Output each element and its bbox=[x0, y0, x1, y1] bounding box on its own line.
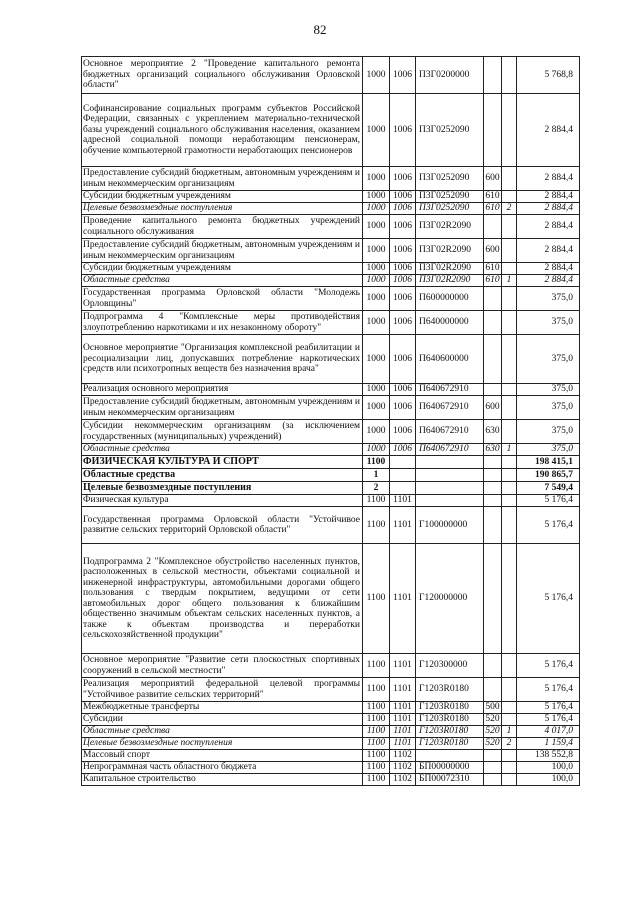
section-code-cell: 1000 bbox=[363, 420, 390, 444]
row-name-cell: Проведение капитального ремонта бюджетных учреждений социального обслуживания bbox=[82, 215, 363, 239]
page-number: 82 bbox=[313, 22, 327, 37]
expense-type-cell: 600 bbox=[484, 167, 502, 191]
row-name-cell: Областные средства bbox=[82, 726, 363, 738]
funding-source-cell bbox=[502, 239, 517, 263]
table-row bbox=[82, 384, 580, 396]
amount-cell: 2 884,4 bbox=[517, 275, 580, 287]
target-article-cell: БП00000000 bbox=[416, 762, 484, 774]
section-code-cell: 1000 bbox=[363, 396, 390, 420]
subsection-code-cell: 1006 bbox=[390, 203, 416, 215]
funding-source-cell bbox=[502, 469, 517, 482]
expense-type-cell: 520 bbox=[485, 738, 500, 749]
funding-source-cell: 1 bbox=[502, 726, 517, 738]
table-row bbox=[82, 762, 580, 774]
table-row bbox=[82, 215, 580, 239]
subsection-code-cell: 1101 bbox=[390, 495, 416, 507]
subsection-code-cell: 1006 bbox=[390, 311, 416, 335]
table-row bbox=[82, 456, 580, 469]
subsection-code-cell: 1102 bbox=[390, 750, 416, 762]
section-code-cell: 1000 bbox=[363, 287, 390, 311]
target-article-cell: П640600000 bbox=[416, 335, 484, 384]
funding-source-cell: 2 bbox=[502, 203, 517, 215]
row-name-cell: Массовый спорт bbox=[82, 750, 363, 762]
row-name-cell: Субсидии некоммерческим организациям (за исключением государственных (муниципальных) учреждений) bbox=[82, 420, 363, 444]
target-article-cell bbox=[416, 495, 484, 507]
section-code-cell: 1100 bbox=[363, 654, 390, 678]
funding-source-cell bbox=[502, 396, 517, 420]
expense-type-cell bbox=[484, 762, 502, 774]
row-name-cell: Областные средства bbox=[82, 444, 363, 456]
section-code-cell: 1100 bbox=[363, 456, 390, 469]
target-article-cell: Г1203R0180 bbox=[416, 726, 484, 738]
expense-type-cell bbox=[484, 311, 502, 335]
section-code-cell: 1100 bbox=[363, 678, 390, 702]
table-row bbox=[82, 396, 580, 420]
table-row bbox=[82, 287, 580, 311]
table-row bbox=[82, 738, 580, 750]
subsection-code-cell: 1006 bbox=[390, 239, 416, 263]
target-article-cell: П640672910 bbox=[416, 444, 484, 456]
target-article-cell bbox=[416, 469, 484, 482]
funding-source-cell bbox=[502, 57, 517, 94]
target-article-cell bbox=[416, 750, 484, 762]
row-name-cell: Софинансирование социальных программ субъектов Российской Федерации, связанных с укреплением материально-технической базы учреждений социального обслуживания населения, оказанием адресной социальной помощи неработающим пенсионерам, обучение компьютерной грамотности неработающих пенсионеров bbox=[82, 94, 363, 167]
amount-cell: 100,0 bbox=[517, 762, 580, 774]
row-name-cell: Государственная программа Орловской области "Устойчивое развитие сельских территорий Орловской области" bbox=[82, 507, 363, 544]
expense-type-cell: 600 bbox=[484, 239, 502, 263]
expense-type-cell bbox=[484, 750, 502, 762]
expense-type-cell bbox=[484, 384, 502, 396]
table-row bbox=[82, 678, 580, 702]
row-name-cell: Основное мероприятие "Организация комплексной реабилитации и ресоциализации лиц, допускавших потребление наркотических средств или психотропных веществ без назначения врача" bbox=[82, 335, 363, 384]
section-code-cell: 1100 bbox=[363, 762, 390, 774]
row-name-cell: Основное мероприятие "Развитие сети плоскостных спортивных сооружений в сельской местности" bbox=[82, 654, 363, 678]
target-article-cell: П600000000 bbox=[416, 287, 484, 311]
target-article-cell: П640672910 bbox=[416, 384, 484, 396]
funding-source-cell bbox=[502, 762, 517, 774]
row-name-cell: Субсидии бюджетным учреждениям bbox=[82, 263, 363, 275]
row-name-cell: Реализация мероприятий федеральной целевой программы "Устойчивое развитие сельских территорий" bbox=[82, 678, 363, 702]
row-name-cell: Целевые безвозмездные поступления bbox=[82, 203, 363, 215]
target-article-cell: П3Г0200000 bbox=[416, 57, 484, 94]
row-name-cell: Целевые безвозмездные поступления bbox=[82, 482, 363, 495]
section-code-cell: 2 bbox=[363, 482, 390, 495]
table-row bbox=[82, 654, 580, 678]
funding-source-cell bbox=[502, 287, 517, 311]
subsection-code-cell: 1006 bbox=[390, 384, 416, 396]
funding-source-cell: 2 bbox=[502, 738, 517, 750]
target-article-cell: Г120000000 bbox=[416, 544, 484, 654]
section-code-cell: 1000 bbox=[363, 444, 390, 456]
row-name-cell: Непрограммная часть областного бюджета bbox=[82, 762, 363, 774]
subsection-code-cell: 1006 bbox=[390, 396, 416, 420]
table-row bbox=[82, 750, 580, 762]
section-code-cell: 1000 bbox=[363, 335, 390, 384]
amount-cell: 1 159,4 bbox=[517, 738, 580, 750]
amount-cell: 2 884,4 bbox=[517, 203, 580, 215]
funding-source-cell bbox=[502, 774, 517, 786]
section-code-cell: 1000 bbox=[363, 57, 390, 94]
subsection-code-cell: 1006 bbox=[390, 420, 416, 444]
expense-type-cell bbox=[484, 544, 502, 654]
subsection-code-cell: 1101 bbox=[390, 678, 416, 702]
row-name-cell: Подпрограмма 4 "Комплексные меры противодействия злоупотреблению наркотиками и их незаконному обороту" bbox=[82, 311, 363, 335]
target-article-cell: Г120300000 bbox=[416, 654, 484, 678]
section-code-cell: 1000 bbox=[363, 239, 390, 263]
row-name-cell: Межбюджетные трансферты bbox=[82, 702, 363, 714]
table-row bbox=[82, 702, 580, 714]
subsection-code-cell: 1006 bbox=[390, 287, 416, 311]
table-row bbox=[82, 239, 580, 263]
funding-source-cell bbox=[502, 702, 517, 714]
table-row bbox=[82, 94, 580, 167]
expense-type-cell: 520 bbox=[485, 714, 500, 725]
funding-source-cell bbox=[502, 654, 517, 678]
subsection-code-cell: 1101 bbox=[390, 654, 416, 678]
table-row bbox=[82, 544, 580, 654]
amount-cell: 198 415,1 bbox=[517, 456, 580, 469]
row-name-cell: Реализация основного мероприятия bbox=[82, 384, 363, 396]
section-code-cell: 1000 bbox=[363, 311, 390, 335]
target-article-cell: П3Г0252090 bbox=[416, 94, 484, 167]
target-article-cell: П3Г02R2090 bbox=[416, 275, 484, 287]
subsection-code-cell: 1101 bbox=[390, 507, 416, 544]
subsection-code-cell bbox=[390, 469, 416, 482]
target-article-cell bbox=[416, 456, 484, 469]
table-row bbox=[82, 263, 580, 275]
amount-cell: 138 552,8 bbox=[517, 750, 580, 762]
subsection-code-cell: 1101 bbox=[390, 726, 416, 738]
expense-type-cell bbox=[484, 482, 502, 495]
target-article-cell: Г1203R0180 bbox=[416, 678, 484, 702]
amount-cell: 5 176,4 bbox=[517, 678, 580, 702]
amount-cell: 5 176,4 bbox=[517, 544, 580, 654]
section-code-cell: 1000 bbox=[363, 203, 390, 215]
target-article-cell: П3Г0252090 bbox=[416, 203, 484, 215]
funding-source-cell bbox=[502, 94, 517, 167]
section-code-cell: 1100 bbox=[363, 750, 390, 762]
section-code-cell: 1100 bbox=[363, 714, 390, 726]
amount-cell: 5 768,8 bbox=[517, 57, 580, 94]
row-name-cell: Областные средства bbox=[82, 469, 363, 482]
funding-source-cell bbox=[502, 420, 517, 444]
subsection-code-cell: 1006 bbox=[390, 263, 416, 275]
row-name-cell: Предоставление субсидий бюджетным, автономным учреждениям и иным некоммерческим организациям bbox=[82, 239, 363, 263]
target-article-cell: Г1203R0180 bbox=[416, 702, 484, 714]
section-code-cell: 1100 bbox=[363, 544, 390, 654]
table-row bbox=[82, 714, 580, 726]
table-row bbox=[82, 167, 580, 191]
expense-type-cell bbox=[484, 678, 502, 702]
table-row bbox=[82, 335, 580, 384]
target-article-cell: П640000000 bbox=[416, 311, 484, 335]
amount-cell: 4 017,0 bbox=[517, 726, 580, 738]
target-article-cell: Г100000000 bbox=[416, 507, 484, 544]
row-name-cell: Субсидии bbox=[82, 714, 363, 726]
section-code-cell: 1000 bbox=[363, 384, 390, 396]
expense-type-cell bbox=[484, 495, 502, 507]
section-code-cell: 1000 bbox=[363, 215, 390, 239]
table-row bbox=[82, 495, 580, 507]
amount-cell: 375,0 bbox=[517, 311, 580, 335]
row-name-cell: Предоставление субсидий бюджетным, автономным учреждениям и иным некоммерческим организациям bbox=[82, 167, 363, 191]
subsection-code-cell: 1101 bbox=[390, 702, 416, 714]
expense-type-cell: 600 bbox=[484, 396, 502, 420]
amount-cell: 5 176,4 bbox=[517, 702, 580, 714]
row-name-cell: Подпрограмма 2 "Комплексное обустройство населенных пунктов, расположенных в сельской местности, объектами социальной и инженерной инфраструктуры, автомобильными дорогами общего пользования с твердым покрытием, ведущими от сети автомобильных дорог общего пользования к ближайшим общественно значимым объектам сельских населенных пунктов, а также к объектам производства и переработки сельскохозяйственной продукции" bbox=[82, 544, 363, 654]
subsection-code-cell: 1006 bbox=[390, 57, 416, 94]
subsection-code-cell: 1006 bbox=[390, 335, 416, 384]
subsection-code-cell: 1101 bbox=[390, 738, 416, 750]
row-name-cell: Государственная программа Орловской области "Молодежь Орловщины" bbox=[82, 287, 363, 311]
expense-type-cell bbox=[484, 215, 502, 239]
amount-cell: 375,0 bbox=[517, 444, 580, 456]
row-name-cell: ФИЗИЧЕСКАЯ КУЛЬТУРА И СПОРТ bbox=[82, 456, 363, 469]
amount-cell: 5 176,4 bbox=[517, 507, 580, 544]
funding-source-cell bbox=[502, 311, 517, 335]
table-row bbox=[82, 191, 580, 203]
amount-cell: 190 865,7 bbox=[517, 469, 580, 482]
funding-source-cell bbox=[502, 714, 517, 726]
section-code-cell: 1000 bbox=[363, 263, 390, 275]
expense-type-cell: 610 bbox=[485, 263, 500, 274]
budget-table bbox=[81, 56, 580, 786]
target-article-cell: П3Г02R2090 bbox=[416, 215, 484, 239]
target-article-cell: БП00072310 bbox=[416, 774, 484, 786]
amount-cell: 375,0 bbox=[517, 335, 580, 384]
amount-cell: 2 884,4 bbox=[517, 191, 580, 203]
funding-source-cell: 1 bbox=[502, 275, 517, 287]
funding-source-cell: 1 bbox=[502, 444, 517, 456]
expense-type-cell bbox=[484, 287, 502, 311]
expense-type-cell: 610 bbox=[485, 203, 500, 214]
funding-source-cell bbox=[502, 456, 517, 469]
section-code-cell: 1100 bbox=[363, 495, 390, 507]
section-code-cell: 1100 bbox=[363, 507, 390, 544]
funding-source-cell bbox=[502, 750, 517, 762]
table-row bbox=[82, 482, 580, 495]
amount-cell: 375,0 bbox=[517, 396, 580, 420]
amount-cell: 375,0 bbox=[517, 287, 580, 311]
target-article-cell: П640672910 bbox=[416, 420, 484, 444]
amount-cell: 5 176,4 bbox=[517, 714, 580, 726]
amount-cell: 2 884,4 bbox=[517, 263, 580, 275]
row-name-cell: Субсидии бюджетным учреждениям bbox=[82, 191, 363, 203]
target-article-cell: П3Г02R2090 bbox=[416, 239, 484, 263]
target-article-cell bbox=[416, 482, 484, 495]
expense-type-cell: 520 bbox=[485, 726, 500, 737]
expense-type-cell: 630 bbox=[485, 444, 500, 455]
subsection-code-cell bbox=[390, 482, 416, 495]
table-row bbox=[82, 420, 580, 444]
subsection-code-cell: 1006 bbox=[390, 275, 416, 287]
expense-type-cell: 500 bbox=[485, 702, 500, 713]
table-row bbox=[82, 444, 580, 456]
target-article-cell: П3Г02R2090 bbox=[416, 263, 484, 275]
subsection-code-cell: 1102 bbox=[390, 774, 416, 786]
expense-type-cell: 610 bbox=[485, 275, 500, 286]
amount-cell: 2 884,4 bbox=[517, 215, 580, 239]
subsection-code-cell: 1101 bbox=[390, 544, 416, 654]
subsection-code-cell: 1006 bbox=[390, 215, 416, 239]
table-row bbox=[82, 774, 580, 786]
target-article-cell: Г1203R0180 bbox=[416, 714, 484, 726]
subsection-code-cell: 1006 bbox=[390, 94, 416, 167]
table-row bbox=[82, 311, 580, 335]
subsection-code-cell: 1006 bbox=[390, 191, 416, 203]
table-row bbox=[82, 726, 580, 738]
expense-type-cell: 630 bbox=[484, 420, 502, 444]
amount-cell: 5 176,4 bbox=[517, 654, 580, 678]
funding-source-cell bbox=[502, 263, 517, 275]
subsection-code-cell: 1101 bbox=[390, 714, 416, 726]
expense-type-cell bbox=[484, 94, 502, 167]
expense-type-cell bbox=[484, 469, 502, 482]
funding-source-cell bbox=[502, 544, 517, 654]
funding-source-cell bbox=[502, 167, 517, 191]
expense-type-cell bbox=[484, 654, 502, 678]
subsection-code-cell: 1006 bbox=[390, 444, 416, 456]
target-article-cell: П3Г0252090 bbox=[416, 191, 484, 203]
subsection-code-cell: 1006 bbox=[390, 167, 416, 191]
table-row bbox=[82, 469, 580, 482]
target-article-cell: П640672910 bbox=[416, 396, 484, 420]
funding-source-cell bbox=[502, 384, 517, 396]
expense-type-cell bbox=[484, 57, 502, 94]
budget-table-body bbox=[82, 57, 580, 786]
row-name-cell: Основное мероприятие 2 "Проведение капитального ремонта бюджетных организаций социального обслуживания Орловской области" bbox=[82, 57, 363, 94]
row-name-cell: Предоставление субсидий бюджетным, автономным учреждениям и иным некоммерческим организациям bbox=[82, 396, 363, 420]
funding-source-cell bbox=[502, 495, 517, 507]
funding-source-cell bbox=[502, 482, 517, 495]
funding-source-cell bbox=[502, 507, 517, 544]
expense-type-cell bbox=[484, 456, 502, 469]
section-code-cell: 1000 bbox=[363, 167, 390, 191]
row-name-cell: Капитальное строительство bbox=[82, 774, 363, 786]
amount-cell: 2 884,4 bbox=[517, 94, 580, 167]
target-article-cell: П3Г0252090 bbox=[416, 167, 484, 191]
section-code-cell: 1100 bbox=[363, 702, 390, 714]
expense-type-cell bbox=[484, 507, 502, 544]
amount-cell: 375,0 bbox=[517, 420, 580, 444]
table-row bbox=[82, 275, 580, 287]
row-name-cell: Целевые безвозмездные поступления bbox=[82, 738, 363, 750]
expense-type-cell: 610 bbox=[485, 191, 500, 202]
target-article-cell: Г1203R0180 bbox=[416, 738, 484, 750]
funding-source-cell bbox=[502, 335, 517, 384]
expense-type-cell bbox=[484, 335, 502, 384]
amount-cell: 100,0 bbox=[517, 774, 580, 786]
table-row bbox=[82, 57, 580, 94]
funding-source-cell bbox=[502, 678, 517, 702]
amount-cell: 2 884,4 bbox=[517, 239, 580, 263]
amount-cell: 5 176,4 bbox=[517, 495, 580, 507]
amount-cell: 7 549,4 bbox=[517, 482, 580, 495]
expense-type-cell bbox=[484, 774, 502, 786]
subsection-code-cell bbox=[390, 456, 416, 469]
row-name-cell: Областные средства bbox=[82, 275, 363, 287]
section-code-cell: 1 bbox=[363, 469, 390, 482]
section-code-cell: 1100 bbox=[363, 738, 390, 750]
section-code-cell: 1000 bbox=[363, 275, 390, 287]
section-code-cell: 1000 bbox=[363, 94, 390, 167]
subsection-code-cell: 1102 bbox=[390, 762, 416, 774]
table-row bbox=[82, 203, 580, 215]
section-code-cell: 1100 bbox=[363, 774, 390, 786]
amount-cell: 375,0 bbox=[517, 384, 580, 396]
table-row bbox=[82, 507, 580, 544]
section-code-cell: 1000 bbox=[363, 191, 390, 203]
amount-cell: 2 884,4 bbox=[517, 167, 580, 191]
funding-source-cell bbox=[502, 215, 517, 239]
section-code-cell: 1100 bbox=[363, 726, 390, 738]
funding-source-cell bbox=[502, 191, 517, 203]
row-name-cell: Физическая культура bbox=[82, 495, 363, 507]
